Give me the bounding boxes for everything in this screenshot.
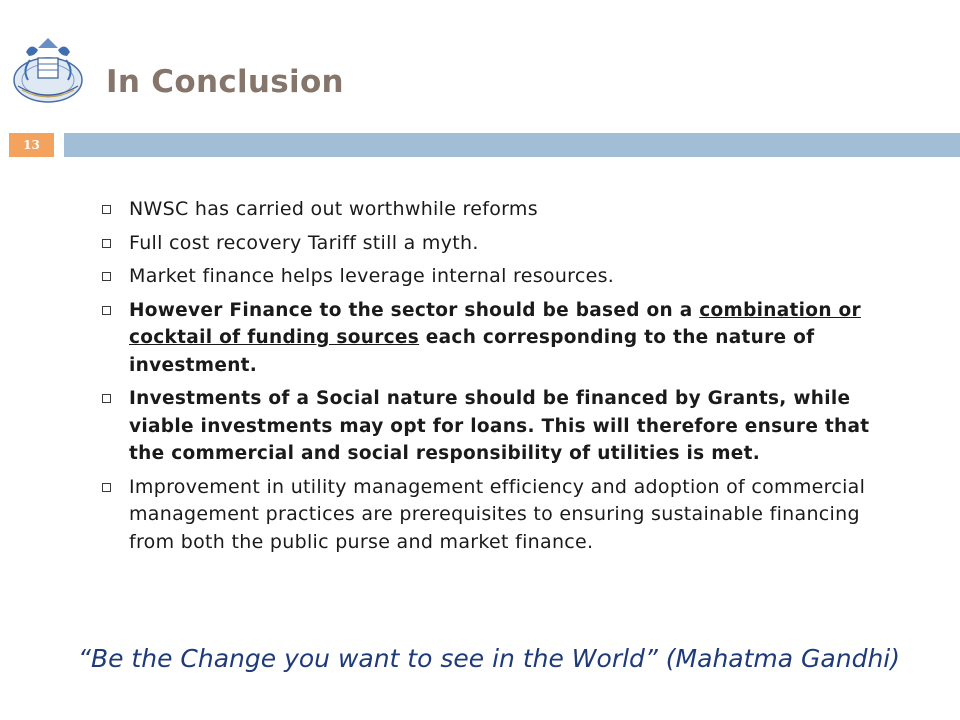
square-bullet-icon	[102, 239, 111, 248]
bullet-item	[102, 474, 902, 557]
bullet-text: Investments of a Social nature should be financed by Grants, while viable investments may opt for loans. This will therefore ensure that the commercial and social responsibility of utilities is met.	[129, 388, 870, 464]
slide-title: In Conclusion	[106, 64, 344, 100]
slide-number: 13	[23, 138, 40, 152]
square-bullet-icon	[102, 394, 111, 403]
bullet-text: NWSC has carried out worthwhile reforms	[129, 198, 538, 220]
square-bullet-icon	[102, 205, 111, 214]
bullet-text: Full cost recovery Tariff still a myth.	[129, 231, 479, 254]
square-bullet-icon	[102, 272, 111, 281]
closing-quote: “Be the Change you want to see in the World” (Mahatma Gandhi)	[78, 644, 900, 673]
bullet-text-start: However Finance to the sector should be based on a	[129, 299, 700, 321]
square-bullet-icon	[102, 306, 111, 315]
slide-number-badge	[9, 133, 54, 157]
underlined-phrase: combination or cocktail of funding sources	[129, 299, 861, 348]
bullet-item	[102, 196, 902, 224]
bullet-item	[102, 297, 902, 380]
bullet-text: Market finance helps leverage internal resources.	[129, 265, 615, 287]
bullet-item	[102, 263, 902, 291]
bullet-item	[102, 385, 902, 468]
bullet-item	[102, 230, 902, 258]
header-bar	[64, 133, 960, 157]
square-bullet-icon	[102, 483, 111, 492]
bullet-text: Improvement in utility management efficiency and adoption of commercial management practices are prerequisites to ensuring sustainable financing from both the public purse and market finance.	[129, 475, 866, 553]
bullet-list	[102, 196, 902, 562]
nwsc-logo	[8, 34, 88, 106]
bullet-text-end: each corresponding to the nature of investment.	[129, 327, 815, 376]
